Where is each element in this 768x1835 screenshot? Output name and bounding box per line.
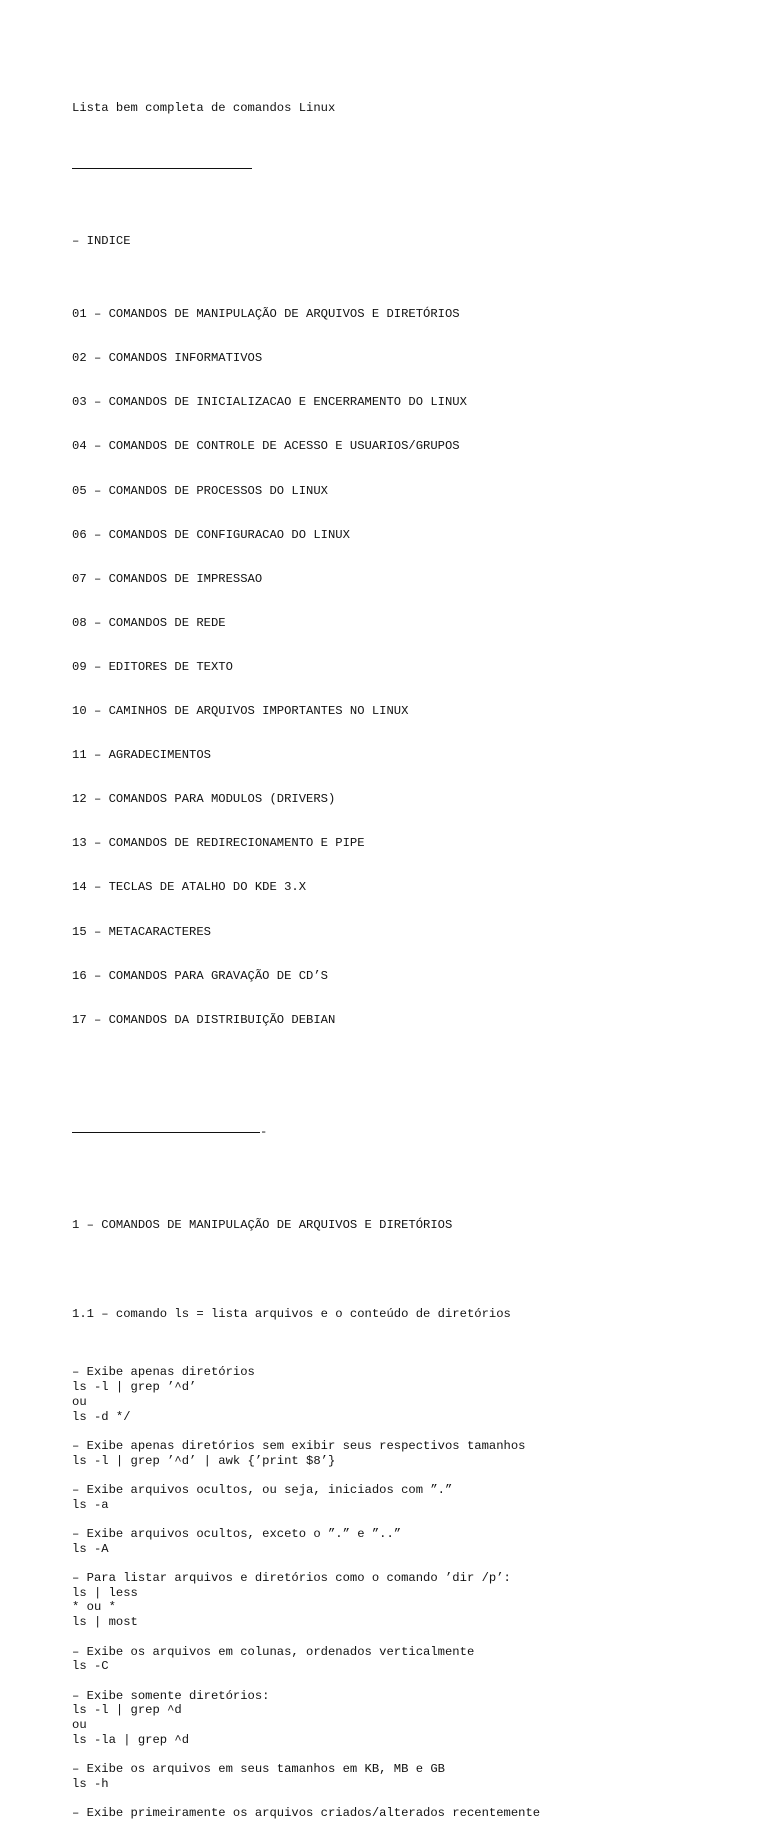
section-subheading: 1.1 – comando ls = lista arquivos e o conteúdo de diretórios xyxy=(72,1306,511,1321)
command-description: – Exibe arquivos ocultos, ou seja, iniciados com ”.” xyxy=(72,1482,453,1497)
command-description: – Exibe apenas diretórios sem exibir seus respectivos tamanhos xyxy=(72,1438,526,1453)
command-description: – Exibe apenas diretórios xyxy=(72,1365,255,1380)
section-divider xyxy=(72,1125,732,1145)
index-item: 05 – COMANDOS DE PROCESSOS DO LINUX xyxy=(72,483,328,498)
index-item: 10 – CAMINHOS DE ARQUIVOS IMPORTANTES NO LINUX xyxy=(72,704,409,719)
command-line: ls -C xyxy=(72,1659,109,1674)
command-block xyxy=(72,1571,732,1630)
command-line: ls | most xyxy=(72,1615,138,1630)
command-line: ls -h xyxy=(72,1776,109,1791)
index-item: 16 – COMANDOS PARA GRAVAÇÃO DE CD’S xyxy=(72,968,328,983)
command-line: ou xyxy=(72,1394,87,1409)
command-block xyxy=(72,1806,732,1821)
command-description: – Exibe somente diretórios: xyxy=(72,1688,270,1703)
command-line: ls | less xyxy=(72,1585,138,1600)
command-line: ls -d */ xyxy=(72,1409,131,1424)
index-item: 17 – COMANDOS DA DISTRIBUIÇÃO DEBIAN xyxy=(72,1012,336,1027)
index-item: 11 – AGRADECIMENTOS xyxy=(72,748,211,763)
index-heading: – INDICE xyxy=(72,233,131,248)
index-item: 04 – COMANDOS DE CONTROLE DE ACESSO E USUARIOS/GRUPOS xyxy=(72,439,460,454)
command-block xyxy=(72,1365,732,1424)
index-item: 01 – COMANDOS DE MANIPULAÇÃO DE ARQUIVOS E DIRETÓRIOS xyxy=(72,307,460,322)
command-block xyxy=(72,1689,732,1748)
index-item: 09 – EDITORES DE TEXTO xyxy=(72,659,233,674)
command-block xyxy=(72,1762,732,1791)
command-line: ls -A xyxy=(72,1541,109,1556)
command-line: ou xyxy=(72,1717,87,1732)
command-line: ls -l | grep ^d xyxy=(72,1703,182,1718)
index-item: 14 – TECLAS DE ATALHO DO KDE 3.X xyxy=(72,880,307,895)
command-blocks xyxy=(72,1351,732,1821)
command-description: – Para listar arquivos e diretórios como o comando ’dir /p’: xyxy=(72,1571,511,1586)
index-item: 06 – COMANDOS DE CONFIGURACAO DO LINUX xyxy=(72,527,350,542)
command-line: ls -la | grep ^d xyxy=(72,1732,190,1747)
command-block xyxy=(72,1483,732,1512)
command-description: – Exibe os arquivos em seus tamanhos em KB, MB e GB xyxy=(72,1762,445,1776)
command-block xyxy=(72,1527,732,1556)
title-underline xyxy=(72,146,732,161)
index-item: 12 – COMANDOS PARA MODULOS (DRIVERS) xyxy=(72,792,336,807)
divider-tail: - xyxy=(260,1125,268,1140)
section-heading: 1 – COMANDOS DE MANIPULAÇÃO DE ARQUIVOS E DIRETÓRIOS xyxy=(72,1218,453,1233)
index-list xyxy=(72,278,732,1057)
document-title: Lista bem completa de comandos Linux xyxy=(72,101,336,116)
command-description: – Exibe os arquivos em colunas, ordenados verticalmente xyxy=(72,1644,475,1659)
index-item: 03 – COMANDOS DE INICIALIZACAO E ENCERRAMENTO DO LINUX xyxy=(72,395,467,410)
command-block xyxy=(72,1439,732,1468)
index-item: 13 – COMANDOS DE REDIRECIONAMENTO E PIPE xyxy=(72,836,365,851)
index-item: 02 – COMANDOS INFORMATIVOS xyxy=(72,351,263,366)
command-block xyxy=(72,1645,732,1674)
command-line: ls -l | grep ’^d’ | awk {’print $8’} xyxy=(72,1453,336,1468)
command-line: * ou * xyxy=(72,1600,116,1615)
command-description: – Exibe primeiramente os arquivos criados/alterados recentemente xyxy=(72,1806,541,1821)
command-description: – Exibe arquivos ocultos, exceto o ”.” e ”..” xyxy=(72,1527,402,1541)
command-line: ls -a xyxy=(72,1497,109,1512)
document-page xyxy=(72,72,732,1835)
index-item: 08 – COMANDOS DE REDE xyxy=(72,615,226,630)
command-line: ls -l | grep ’^d’ xyxy=(72,1380,197,1395)
index-item: 15 – METACARACTERES xyxy=(72,924,211,939)
index-item: 07 – COMANDOS DE IMPRESSAO xyxy=(72,571,263,586)
